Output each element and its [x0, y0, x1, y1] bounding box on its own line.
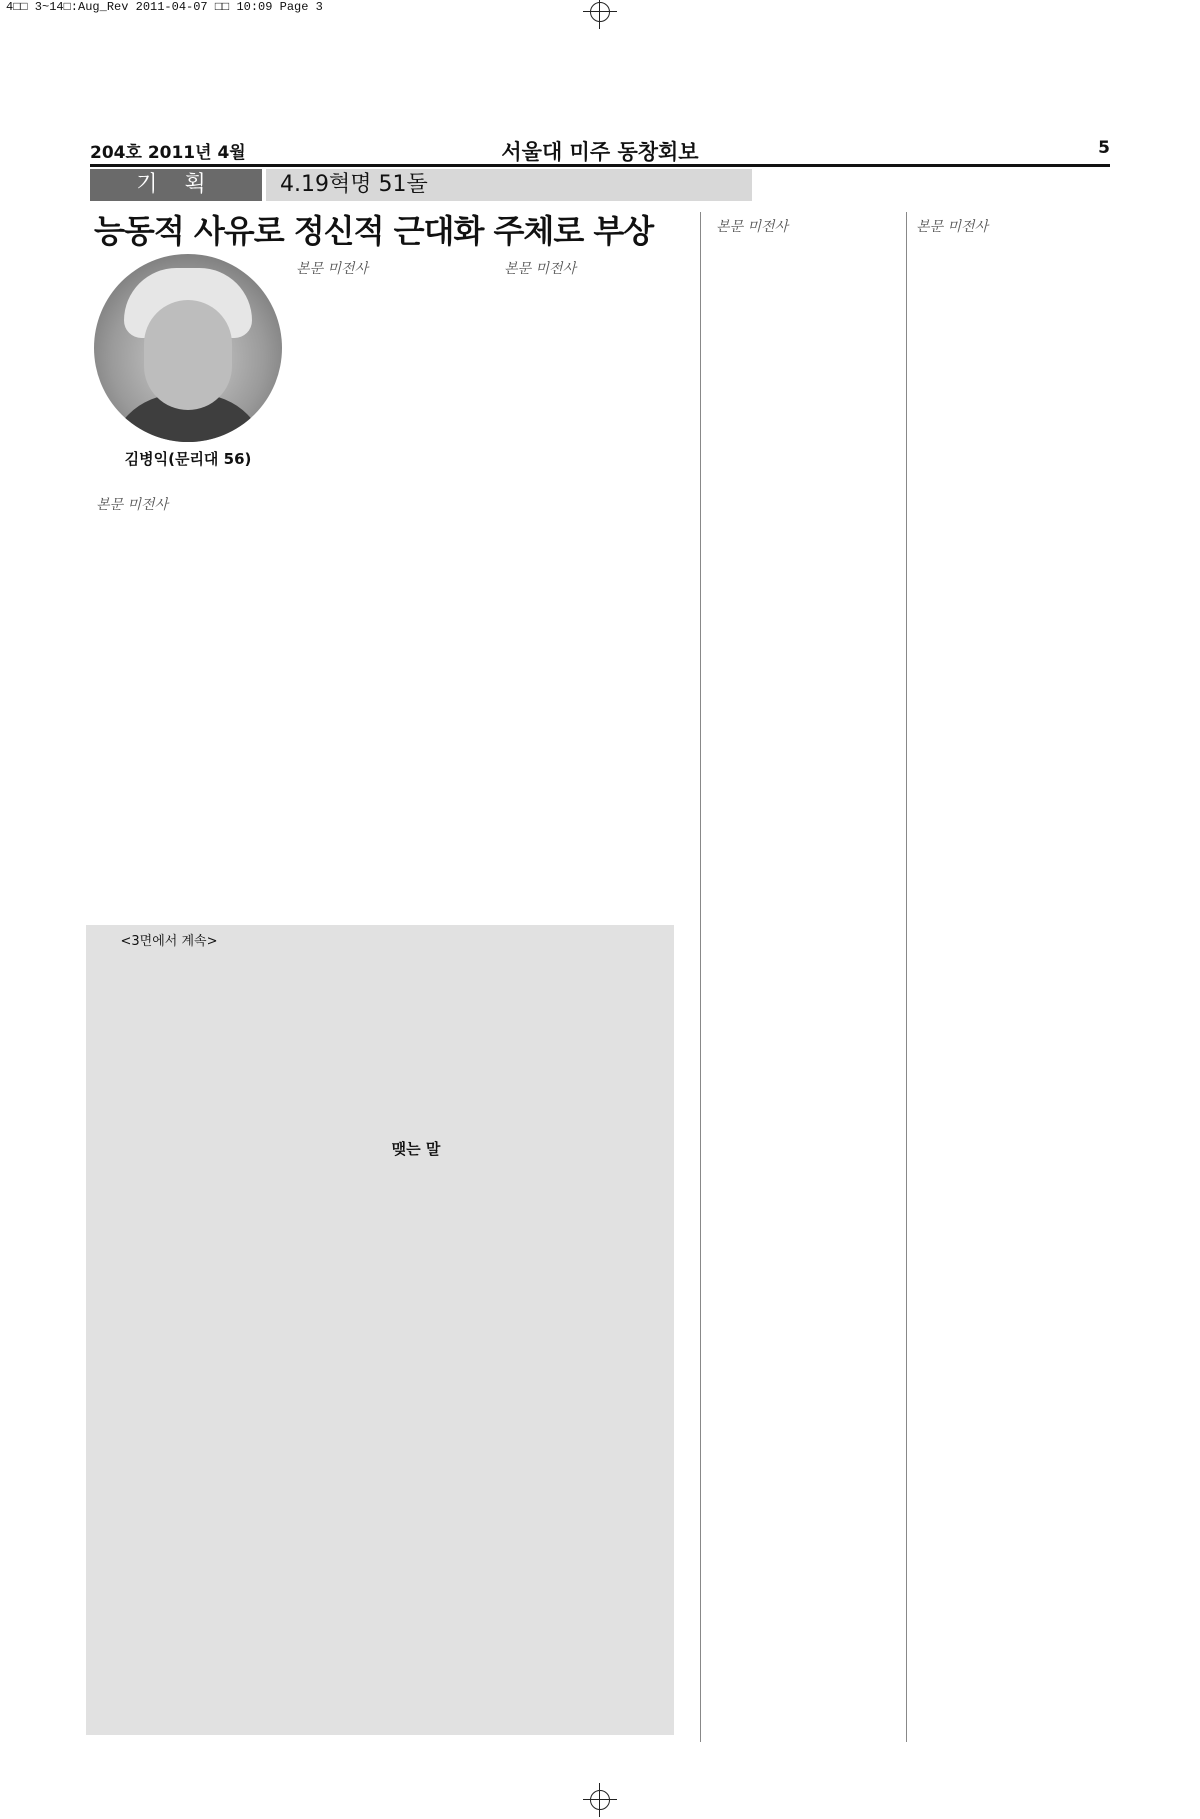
masthead-rule — [90, 164, 1110, 167]
body-column-5: 본문 미전사 — [916, 219, 989, 235]
portrait-face — [144, 300, 232, 410]
section-banner — [90, 169, 1110, 201]
sidebar-box — [86, 925, 674, 1735]
masthead — [90, 136, 1110, 166]
column-divider — [906, 212, 907, 1742]
page-number: 5 — [1098, 138, 1110, 158]
registration-mark-bottom — [590, 1790, 610, 1810]
issue-label: 204호 2011년 4월 — [90, 143, 246, 163]
body-column-4: 본문 미전사 — [716, 219, 789, 235]
author-caption: 김병익(문리대 56) — [124, 450, 252, 468]
registration-mark-top — [590, 2, 610, 22]
article-headline: 능동적 사유로 정신적 근대화 주체로 부상 — [94, 212, 654, 250]
section-label: 기 획 — [90, 169, 262, 201]
publication-title: 서울대 미주 동창회보 — [501, 140, 699, 164]
body-column-1: 본문 미전사 — [96, 497, 169, 513]
body-column-2: 본문 미전사 — [296, 261, 369, 277]
closing-subheading: 맺는 말 — [391, 1140, 441, 1158]
column-divider — [700, 212, 701, 1742]
author-portrait — [94, 254, 282, 442]
print-strip: 4□□ 3~14□:Aug_Rev 2011-04-07 □□ 10:09 Page 3 — [6, 0, 323, 14]
section-topic: 4.19혁명 51돌 — [266, 169, 752, 201]
body-column-3: 본문 미전사 — [504, 261, 577, 277]
continuation-heading: <3면에서 계속> — [120, 934, 218, 949]
